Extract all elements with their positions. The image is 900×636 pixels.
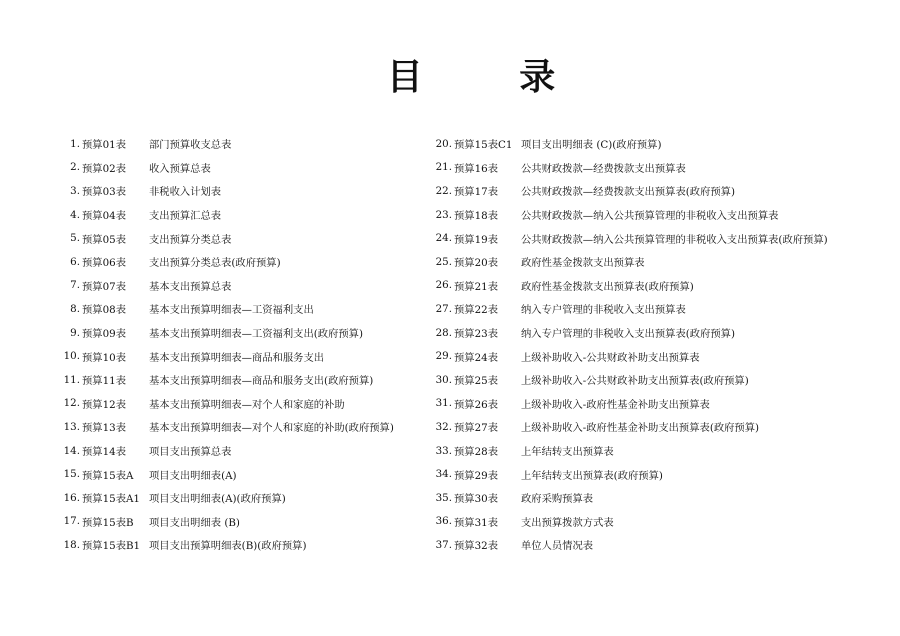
toc-entry-number: 20. <box>435 137 452 150</box>
toc-entry-code: 预算25表 <box>454 375 498 388</box>
toc-entry-title: 基本支出预算明细表—工资福利支出 <box>149 304 314 317</box>
toc-entry[interactable] <box>52 297 482 321</box>
toc-entry[interactable] <box>52 274 482 298</box>
toc-entry-number: 16. <box>63 491 80 504</box>
toc-entry[interactable] <box>424 132 854 156</box>
toc-entry-code: 预算20表 <box>454 257 498 270</box>
toc-entry-title: 政府采购预算表 <box>521 493 594 506</box>
toc-entry-code: 预算26表 <box>454 398 498 411</box>
toc-entry-number: 35. <box>435 491 452 504</box>
toc-entry[interactable] <box>52 156 482 180</box>
toc-entry-number: 29. <box>435 350 452 363</box>
toc-entry-code: 预算28表 <box>454 446 498 459</box>
toc-entry-title: 项目支出明细表 (C)(政府预算) <box>521 139 662 152</box>
toc-entry-code: 预算15表A1 <box>82 493 140 506</box>
toc-entry[interactable] <box>52 203 482 227</box>
toc-entry-number: 25. <box>435 255 452 268</box>
toc-entry-code: 预算31表 <box>454 516 498 529</box>
toc-entry[interactable] <box>52 510 482 534</box>
toc-entry-code: 预算01表 <box>82 139 126 152</box>
toc-entry-title: 基本支出预算明细表—对个人和家庭的补助(政府预算) <box>149 422 394 435</box>
toc-entry-code: 预算29表 <box>454 469 498 482</box>
toc-entry-title: 基本支出预算明细表—商品和服务支出 <box>149 351 325 364</box>
toc-entry-title: 项目支出预算明细表(B)(政府预算) <box>149 540 307 553</box>
toc-entry-code: 预算06表 <box>82 257 126 270</box>
toc-entry[interactable] <box>424 486 854 510</box>
toc-entry-number: 24. <box>435 232 452 245</box>
toc-entry-title: 公共财政拨款—经费拨款支出预算表 <box>521 162 686 175</box>
toc-entry-code: 预算15表B <box>82 516 134 529</box>
toc-entry[interactable] <box>424 510 854 534</box>
toc-entry-title: 单位人员情况表 <box>521 540 594 553</box>
toc-entry-number: 1. <box>70 137 80 150</box>
toc-entry-number: 3. <box>70 184 80 197</box>
toc-entry[interactable] <box>52 132 482 156</box>
toc-right-column <box>424 132 854 557</box>
toc-entry-title: 上年结转支出预算表 <box>521 446 614 459</box>
toc-entry-title: 上年结转支出预算表(政府预算) <box>521 469 663 482</box>
toc-entry-number: 36. <box>435 515 452 528</box>
toc-entry-number: 8. <box>70 302 80 315</box>
toc-entry-number: 12. <box>63 397 80 410</box>
toc-entry-code: 预算21表 <box>454 280 498 293</box>
toc-entry-code: 预算17表 <box>454 186 498 199</box>
toc-entry-number: 27. <box>435 302 452 315</box>
toc-entry-code: 预算02表 <box>82 162 126 175</box>
page-title: 目 录 <box>386 57 598 98</box>
toc-entry-title: 收入预算总表 <box>149 162 211 175</box>
toc-entry-number: 17. <box>63 515 80 528</box>
toc-entry-title: 公共财政拨款—经费拨款支出预算表(政府预算) <box>521 186 735 199</box>
toc-entry[interactable] <box>52 321 482 345</box>
toc-entry-number: 4. <box>70 208 80 221</box>
toc-entry-title: 政府性基金拨款支出预算表(政府预算) <box>521 280 694 293</box>
toc-entry[interactable] <box>424 533 854 557</box>
toc-entry-code: 预算19表 <box>454 233 498 246</box>
toc-entry-title: 纳入专户管理的非税收入支出预算表 <box>521 304 686 317</box>
toc-entry[interactable] <box>424 321 854 345</box>
toc-entry-title: 基本支出预算明细表—对个人和家庭的补助 <box>149 398 345 411</box>
toc-entry[interactable] <box>424 415 854 439</box>
toc-entry-code: 预算15表B1 <box>82 540 141 553</box>
toc-entry-number: 15. <box>63 468 80 481</box>
toc-entry-code: 预算12表 <box>82 398 126 411</box>
toc-entry-title: 公共财政拨款—纳入公共预算管理的非税收入支出预算表(政府预算) <box>521 233 828 246</box>
toc-entry[interactable] <box>424 392 854 416</box>
toc-entry-title: 部门预算收支总表 <box>149 139 232 152</box>
toc-entry-code: 预算07表 <box>82 280 126 293</box>
toc-entry-title: 纳入专户管理的非税收入支出预算表(政府预算) <box>521 328 735 341</box>
toc-entry[interactable] <box>52 439 482 463</box>
toc-left-column <box>52 132 482 557</box>
toc-entry-code: 预算30表 <box>454 493 498 506</box>
toc-entry-number: 2. <box>70 161 80 174</box>
toc-entry-title: 上级补助收入-公共财政补助支出预算表(政府预算) <box>521 375 749 388</box>
toc-entry-code: 预算24表 <box>454 351 498 364</box>
toc-entry[interactable] <box>52 486 482 510</box>
toc-entry[interactable] <box>52 368 482 392</box>
toc-entry-number: 30. <box>435 373 452 386</box>
toc-entry-code: 预算04表 <box>82 210 126 223</box>
toc-entry-title: 政府性基金拨款支出预算表 <box>521 257 645 270</box>
toc-entry-title: 项目支出明细表(A)(政府预算) <box>149 493 286 506</box>
toc-entry-code: 预算15表A <box>82 469 134 482</box>
toc-entry-title: 支出预算拨款方式表 <box>521 516 614 529</box>
toc-entry-title: 项目支出明细表(A) <box>149 469 237 482</box>
toc-entry-title: 上级补助收入-政府性基金补助支出预算表(政府预算) <box>521 422 760 435</box>
toc-entry-number: 6. <box>70 255 80 268</box>
toc-entry-code: 预算16表 <box>454 162 498 175</box>
toc-entry[interactable] <box>52 344 482 368</box>
toc-entry-code: 预算15表C1 <box>454 139 513 152</box>
toc-entry-code: 预算10表 <box>82 351 126 364</box>
toc-entry[interactable] <box>424 179 854 203</box>
toc-entry-number: 22. <box>435 184 452 197</box>
toc-entry-number: 5. <box>70 232 80 245</box>
toc-entry-title: 公共财政拨款—纳入公共预算管理的非税收入支出预算表 <box>521 210 779 223</box>
toc-entry-title: 基本支出预算明细表—商品和服务支出(政府预算) <box>149 375 374 388</box>
toc-entry[interactable] <box>424 156 854 180</box>
toc-entry[interactable] <box>52 392 482 416</box>
toc-entry-title: 基本支出预算明细表—工资福利支出(政府预算) <box>149 328 363 341</box>
toc-entry-code: 预算14表 <box>82 446 126 459</box>
toc-entry-title: 基本支出预算总表 <box>149 280 232 293</box>
toc-entry-number: 11. <box>63 373 80 386</box>
toc-entry-code: 预算27表 <box>454 422 498 435</box>
toc-entry[interactable] <box>424 462 854 486</box>
toc-entry-code: 预算03表 <box>82 186 126 199</box>
toc-entry-code: 预算09表 <box>82 328 126 341</box>
toc-entry[interactable] <box>52 250 482 274</box>
toc-entry[interactable] <box>424 250 854 274</box>
toc-entry-title: 支出预算分类总表(政府预算) <box>149 257 281 270</box>
toc-entry-code: 预算22表 <box>454 304 498 317</box>
toc-entry-number: 33. <box>435 444 452 457</box>
toc-entry-number: 10. <box>63 350 80 363</box>
toc-entry[interactable] <box>424 226 854 250</box>
toc-entry[interactable] <box>424 344 854 368</box>
toc-entry[interactable] <box>52 533 482 557</box>
toc-entry-code: 预算32表 <box>454 540 498 553</box>
toc-entry[interactable] <box>424 368 854 392</box>
toc-entry-title: 支出预算分类总表 <box>149 233 232 246</box>
toc-entry-title: 上级补助收入-公共财政补助支出预算表 <box>521 351 700 364</box>
toc-entry-code: 预算08表 <box>82 304 126 317</box>
toc-entry[interactable] <box>424 274 854 298</box>
toc-entry-title: 支出预算汇总表 <box>149 210 222 223</box>
toc-entry-number: 18. <box>63 538 80 551</box>
toc-entry-code: 预算11表 <box>82 375 126 388</box>
toc-entry[interactable] <box>52 462 482 486</box>
toc-entry[interactable] <box>424 203 854 227</box>
toc-entry-code: 预算05表 <box>82 233 126 246</box>
toc-entry[interactable] <box>424 439 854 463</box>
toc-entry[interactable] <box>52 226 482 250</box>
toc-entry-code: 预算23表 <box>454 328 498 341</box>
toc-entry-code: 预算13表 <box>82 422 126 435</box>
toc-entry-number: 23. <box>435 208 452 221</box>
toc-entry-number: 26. <box>435 279 452 292</box>
toc-entry-number: 21. <box>435 161 452 174</box>
toc-entry[interactable] <box>424 297 854 321</box>
toc-entry-number: 34. <box>435 468 452 481</box>
toc-entry-title: 非税收入计划表 <box>149 186 222 199</box>
toc-entry-number: 13. <box>63 420 80 433</box>
toc-entry[interactable] <box>52 179 482 203</box>
toc-entry-title: 项目支出明细表 (B) <box>149 516 240 529</box>
toc-entry-title: 上级补助收入-政府性基金补助支出预算表 <box>521 398 710 411</box>
toc-entry-number: 7. <box>70 279 80 292</box>
toc-entry[interactable] <box>52 415 482 439</box>
toc-entry-number: 9. <box>70 326 80 339</box>
toc-entry-number: 14. <box>63 444 80 457</box>
toc-entry-number: 37. <box>435 538 452 551</box>
toc-entry-number: 28. <box>435 326 452 339</box>
toc-entry-title: 项目支出预算总表 <box>149 446 232 459</box>
toc-entry-number: 31. <box>435 397 452 410</box>
toc-entry-number: 32. <box>435 420 452 433</box>
toc-entry-code: 预算18表 <box>454 210 498 223</box>
